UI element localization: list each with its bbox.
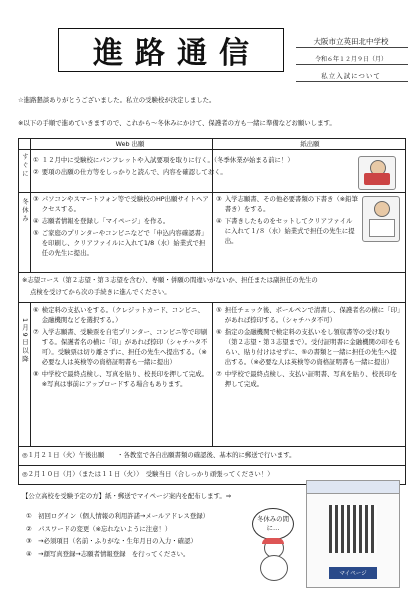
list-item: ⑥ 指定の金融機関で検定料の支払いをし領収書等の受け取り（第２志望・第３志望まで）。受付証明書に金融機関の印をもらい、貼り付けはせずに、⑤の書類と一緒に担任の先生へ提出する。（※必要な人は英検等の資格証明書も一緒に提出） bbox=[216, 328, 401, 366]
writing-child-illustration bbox=[362, 196, 400, 242]
list-item: ③ 入学志願書、その他必要書類の下書き（※鉛筆書き）をする。 bbox=[216, 195, 358, 213]
public-steps bbox=[26, 510, 276, 560]
public-heading: 【公立高校を受験予定の方】紙・郵送でマイページ案内を配布します。⇒ bbox=[22, 492, 232, 500]
list-item: ④ →顔写真登録→志願者情報登録 を行ってください。 bbox=[26, 549, 190, 558]
divider bbox=[18, 192, 406, 193]
divider bbox=[296, 47, 408, 48]
list-item: ④ 志願者情報を登録し「マイページ」を作る。 bbox=[33, 217, 170, 225]
mypage-card bbox=[306, 480, 400, 588]
row1-items bbox=[33, 155, 363, 179]
list-item: ④ 下書きしたものをセットしてクリアファイルに入れて１/８（水）始業式で担任の先生に提出。 bbox=[216, 217, 355, 245]
list-item: ① １２月中に受験校にパンフレットや入試要項を取りに行く。（冬季休業が始まる前に！） bbox=[33, 156, 294, 164]
row-label-after-jan9: 1月9日以降 bbox=[21, 318, 29, 364]
divider bbox=[18, 465, 406, 466]
row3-paper-items bbox=[216, 305, 402, 391]
intro-line-2: ※以下の手順で進めていきますので、これから～冬休みにかけて、保護者の方も一緒に準備などお願いします。 bbox=[18, 119, 336, 127]
list-item: ⑤ ご家庭のプリンターやコンビニなどで「申込内容確認書」を印刷し、クリアファイルに入れて1/8（水）始業式で担任の先生に提出。 bbox=[33, 229, 208, 257]
divider bbox=[30, 138, 31, 272]
note-line-2: 点検を受けてから次の手続きに進んでください。 bbox=[30, 288, 171, 296]
list-item: ⑦ 入学志願書、受験票を自宅プリンター、コンビニ等で印刷する。保護者名の横に「印」があれば捺印（シャチハタ不可）。受験票は切り離さずに、担任の先生へ提出する。（※必要な人は英検等の資格証明書も一緒に提出） bbox=[33, 328, 208, 366]
list-item: ③ パソコンやスマートフォン等で受験校のHP出願サイトへアクセスする。 bbox=[33, 195, 209, 213]
footer-line-1: ◎１月２１日（火）午後出願 ・各教室で各自出願書類の確認後、基本的に郵送で行います。 bbox=[22, 451, 296, 459]
divider bbox=[296, 81, 408, 82]
list-item: ⑥ 検定料の支払いをする。（クレジットカード、コンビニ、金融機関などを選択する。） bbox=[33, 306, 204, 324]
col-paper-header: 紙出願 bbox=[300, 140, 320, 148]
row-label-winter: 冬休み bbox=[21, 198, 29, 224]
divider bbox=[18, 272, 406, 273]
issue-date: 令和６年１２月９日（月） bbox=[314, 56, 387, 63]
list-item: ③ →必須項目（名前・ふりがな・生年月日の入力・確認） bbox=[26, 537, 197, 545]
divider bbox=[212, 302, 213, 446]
row-label-now: すぐに bbox=[21, 153, 29, 179]
school-name: 大阪市立英田北中学校 bbox=[313, 37, 389, 46]
row3-web-items bbox=[33, 305, 209, 391]
reading-child-illustration bbox=[358, 156, 396, 190]
row2-web-items bbox=[33, 194, 209, 260]
intro-line-1: ☆進路懇談ありがとうございました。私立の受験校が決定しました。 bbox=[18, 96, 216, 104]
mypage-label: マイページ bbox=[329, 567, 376, 579]
list-item: ⑧ 中学校で最終点検し、写真を貼り、校長印を押して完成。※写真は事前にアップロードする場合もあります。 bbox=[33, 370, 208, 388]
note-line-1: ※志望コース（第２志望・第３志望を含む）、専願・併願の間違いがないか、担任または副担任の先生の bbox=[22, 276, 318, 284]
issue-subject: 私立入試について bbox=[321, 72, 381, 80]
qr-code-icon bbox=[329, 505, 377, 553]
list-item: ② 要項の出願の仕方等をしっかりと読んで、内容を確認しておく。 bbox=[33, 168, 227, 176]
list-item: ⑦ 中学校で最終点検し、支払い証明書、写真を貼り、校長印を押して完成。 bbox=[216, 370, 398, 388]
snowman-illustration bbox=[258, 538, 288, 582]
divider bbox=[18, 446, 406, 447]
speech-bubble: 冬休みの間に… bbox=[252, 508, 294, 540]
list-item: ⑤ 担任チェック後、ボールペンで清書し、保護者名の横に「印」があれば捺印する。（シャチハタ不可） bbox=[216, 306, 401, 324]
page-title: 進路通信 bbox=[58, 28, 284, 72]
divider bbox=[30, 302, 31, 446]
list-item: ② パスワードの変更（※忘れないように注意！） bbox=[26, 524, 172, 533]
list-item: ① 初回ログイン（個人情報の利用許諾→メールアドレス登録） bbox=[26, 512, 209, 520]
footer-line-2: ◎２月１０日（月）（または１１日（火）） 受験当日（合しっかり頑張ってください！） bbox=[22, 470, 274, 478]
divider bbox=[296, 64, 408, 65]
row2-paper-items bbox=[216, 194, 358, 248]
col-web-header: Web 出願 bbox=[115, 140, 145, 148]
